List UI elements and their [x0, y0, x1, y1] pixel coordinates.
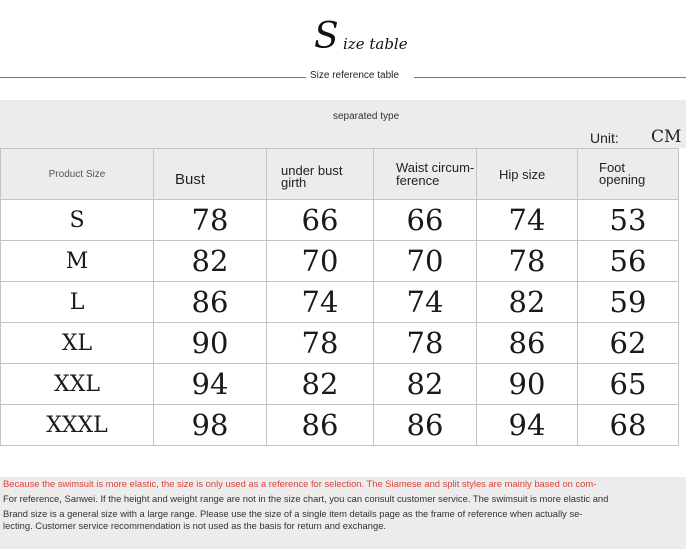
- hip-cell: 78: [477, 241, 578, 282]
- foot-opening-cell: 53: [578, 200, 679, 241]
- unit-label: Unit:: [590, 130, 619, 146]
- bust-cell: 94: [154, 364, 267, 405]
- header-hip: Hip size: [477, 149, 578, 200]
- note-brand-size: Brand size is a general size with a large range. Please use the size of a single item details page as the frame of reference when actually se-: [3, 508, 583, 519]
- separated-type-label: separated type: [333, 111, 400, 122]
- foot-opening-cell: 62: [578, 323, 679, 364]
- size-cell: S: [1, 200, 154, 241]
- hip-cell: 94: [477, 405, 578, 446]
- bust-cell: 86: [154, 282, 267, 323]
- note-reference: For reference, Sanwei. If the height and weight range are not in the size chart, you can consult customer service. The swimsuit is more elastic and: [3, 493, 609, 504]
- header-product-size: Product Size: [1, 149, 154, 200]
- title-area: [0, 8, 686, 58]
- size-cell: XXXL: [1, 405, 154, 446]
- waist-cell: 70: [374, 241, 477, 282]
- size-table: [0, 148, 679, 446]
- header-bust: Bust: [154, 149, 267, 200]
- under-bust-cell: 78: [267, 323, 374, 364]
- foot-opening-cell: 65: [578, 364, 679, 405]
- hip-cell: 74: [477, 200, 578, 241]
- subtitle: Size reference table: [306, 70, 403, 81]
- bust-cell: 82: [154, 241, 267, 282]
- table-row: [1, 364, 679, 405]
- table-row: [1, 241, 679, 282]
- foot-opening-cell: 56: [578, 241, 679, 282]
- under-bust-cell: 74: [267, 282, 374, 323]
- divider-right: [414, 77, 686, 78]
- table-row: [1, 405, 679, 446]
- foot-opening-cell: 59: [578, 282, 679, 323]
- header-under-bust: under bust girth: [267, 149, 374, 200]
- under-bust-cell: 66: [267, 200, 374, 241]
- hip-cell: 86: [477, 323, 578, 364]
- divider-left: [0, 77, 306, 78]
- size-cell: XL: [1, 323, 154, 364]
- hip-cell: 90: [477, 364, 578, 405]
- table-header-row: [1, 149, 679, 200]
- header-foot-opening: Foot opening: [578, 149, 679, 200]
- notes-panel: [0, 477, 686, 549]
- table-row: [1, 282, 679, 323]
- waist-cell: 66: [374, 200, 477, 241]
- waist-cell: 74: [374, 282, 477, 323]
- waist-cell: 78: [374, 323, 477, 364]
- bust-cell: 90: [154, 323, 267, 364]
- header-waist: Waist circum-ference: [374, 149, 477, 200]
- under-bust-cell: 70: [267, 241, 374, 282]
- bust-cell: 98: [154, 405, 267, 446]
- table-row: [1, 200, 679, 241]
- under-bust-cell: 86: [267, 405, 374, 446]
- foot-opening-cell: 68: [578, 405, 679, 446]
- hip-cell: 82: [477, 282, 578, 323]
- title-text: ize table: [343, 35, 408, 53]
- size-cell: XXL: [1, 364, 154, 405]
- note-elasticity: Because the swimsuit is more elastic, the size is only used as a reference for selection. The Siamese and split styles are mainly based on com-: [3, 478, 597, 489]
- size-cell: L: [1, 282, 154, 323]
- table-row: [1, 323, 679, 364]
- waist-cell: 86: [374, 405, 477, 446]
- header-band: [0, 100, 686, 148]
- title-initial: S: [314, 16, 338, 57]
- size-cell: M: [1, 241, 154, 282]
- note-return-policy: lecting. Customer service recommendation is not used as the basis for return and exchange.: [3, 520, 387, 531]
- waist-cell: 82: [374, 364, 477, 405]
- bust-cell: 78: [154, 200, 267, 241]
- under-bust-cell: 82: [267, 364, 374, 405]
- unit-value: CM: [651, 127, 682, 147]
